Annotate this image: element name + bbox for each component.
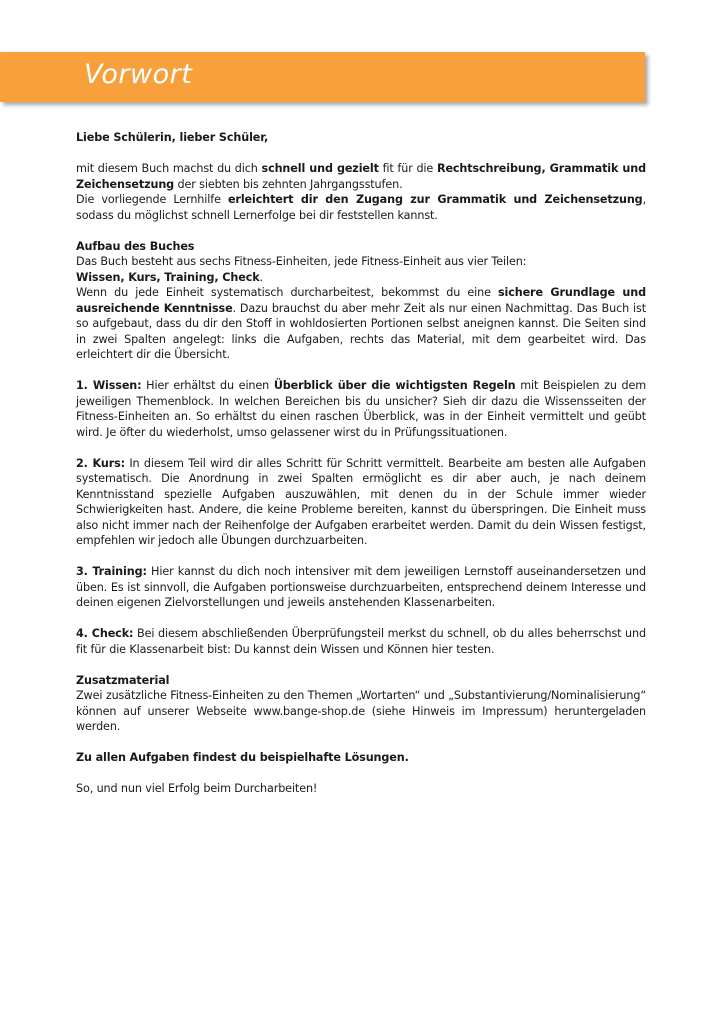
training-paragraph [76, 564, 646, 611]
intro-paragraph-1 [76, 161, 646, 192]
spacer [76, 223, 646, 239]
spacer [76, 146, 646, 162]
check-paragraph [76, 626, 646, 657]
zusatz-paragraph [76, 688, 646, 735]
wissen-bold: Überblick über die wichtigsten Regeln [273, 379, 516, 392]
intro-bold: schnell und gezielt [261, 162, 379, 175]
intro-text: mit diesem Buch machst du dich [76, 162, 262, 175]
parts-end: . [259, 270, 263, 284]
wissen-text: Hier erhältst du einen [141, 379, 274, 392]
spacer [76, 611, 646, 627]
zusatz-text: Zwei zusätzliche Fitness-Einheiten zu den Themen „Wortarten“ und „Substantivierung/Nominalisierung“ können auf unserer Webseite www.bange-shop.de (siehe Hinweis im Impressum) heruntergeladen werden. [76, 689, 646, 733]
spacer [76, 657, 646, 673]
aufbau-paragraph [76, 285, 646, 363]
check-text: Bei diesem abschließenden Überprüfungsteil merkst du schnell, ob du alles beherrschst und fit für die Klassenarbeit bist: Du kannst dein Wissen und Können hier testen. [76, 627, 646, 656]
intro-paragraph-2 [76, 192, 646, 223]
greeting [76, 130, 646, 146]
heading-text: Aufbau des Buches [76, 239, 195, 253]
spacer [76, 363, 646, 379]
aufbau-parts [76, 270, 646, 286]
spacer [76, 549, 646, 565]
heading-text: Zusatzmaterial [76, 673, 170, 687]
section-heading-zusatz [76, 673, 646, 689]
aufbau-text: Das Buch besteht aus sechs Fitness-Einheiten, jede Fitness-Einheit aus vier Teilen: [76, 255, 527, 268]
intro-bold: erleichtert dir den Zugang zur Grammatik und Zeichensetzung [227, 193, 643, 206]
closing-text: So, und nun viel Erfolg beim Durcharbeiten! [76, 782, 318, 795]
wissen-label: 1. Wissen: [76, 379, 142, 392]
loesungen-note [76, 750, 646, 766]
section-heading-aufbau [76, 239, 646, 255]
check-label: 4. Check: [76, 627, 134, 640]
training-text: Hier kannst du dich noch intensiver mit dem jeweiligen Lernstoff auseinandersetzen und üben. Es ist sinnvoll, die Aufgaben portionsweise durchzuarbeiten, entsprechend deinem Interesse und deinen eigenen Zielvorstellungen und jeweils anstehenden Klassenarbeiten. [76, 565, 646, 609]
training-label: 3. Training: [76, 565, 147, 578]
kurs-label: 2. Kurs: [76, 456, 125, 470]
foreword-body [76, 130, 646, 797]
spacer [76, 735, 646, 751]
closing-line [76, 781, 646, 797]
intro-text: fit für die [378, 162, 437, 175]
aufbau-bold: sichere Grundlage und ausreichende Kenntnisse [76, 286, 646, 315]
aufbau-text: Wenn du jede Einheit systematisch durcharbeitest, bekommst du eine [76, 286, 498, 299]
greeting-text: Liebe Schülerin, lieber Schüler, [76, 131, 269, 144]
kurs-paragraph [76, 456, 646, 549]
intro-text: , sodass du möglichst schnell Lernerfolge bei dir feststellen kannst. [76, 193, 646, 222]
spacer [76, 440, 646, 456]
kurs-text: In diesem Teil wird dir alles Schritt für Schritt vermittelt. Bearbeite am besten alle Aufgaben systematisch. Die Anordnung in zwei Spalten ermöglicht es dir aber auch, je nach deinem Kenntnisstand spezielle Aufgaben auszuwählen, mit denen du in der Schule immer wieder Schwierigkeiten hast. Andere, die keine Probleme bereiten, kannst du überspringen. Die Einheit muss also nicht immer nach der Reihenfolge der Aufgaben erarbeitet werden. Damit du dein Wissen festigst, empfehlen wir jedoch alle Übungen durchzuarbeiten. [76, 456, 646, 547]
intro-bold: Rechtschreibung, Grammatik und Zeichensetzung [76, 162, 647, 191]
aufbau-text: . Dazu brauchst du aber mehr Zeit als nur einen Nachmittag. Das Buch ist so aufgebaut, dass du dir den Stoff in wohldosierten Portionen selbst aneignen kannst. Die Seiten sind in zwei Spalten angelegt: links die Aufgaben, rechts das Material, mit dem gearbeitet wird. Das erleichtert dir die Übersicht. [76, 301, 646, 361]
aufbau-line [76, 254, 646, 270]
spacer [76, 766, 646, 782]
intro-text: der siebten bis zehnten Jahrgangsstufen. [174, 177, 403, 191]
wissen-text: mit Beispielen zu dem jeweiligen Themenblock. In welchen Bereichen bis du unsicher? Sieh dir dazu die Wissensseiten der Fitness-Einheiten an. So erhältst du einen raschen Überblick, was in der Einheit vermittelt und geübt wird. Je öfter du wiederholst, umso gelassener wirst du in Prüfungssituationen. [76, 379, 647, 439]
title-banner [0, 52, 645, 102]
loesungen-text: Zu allen Aufgaben findest du beispielhafte Lösungen. [76, 751, 409, 764]
page-title: Vorwort [84, 59, 193, 90]
wissen-paragraph [76, 378, 646, 440]
intro-text: Die vorliegende Lernhilfe [76, 193, 228, 206]
parts-bold: Wissen, Kurs, Training, Check [76, 270, 260, 284]
